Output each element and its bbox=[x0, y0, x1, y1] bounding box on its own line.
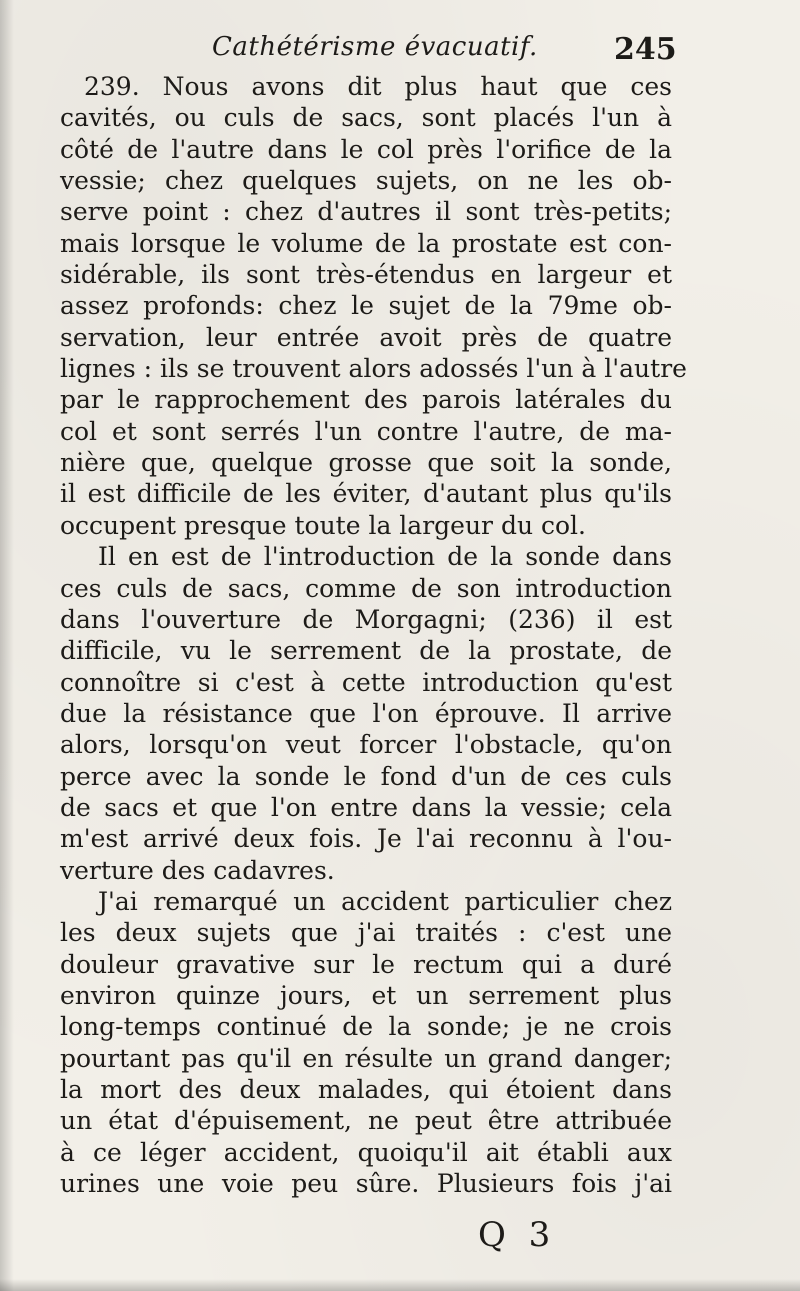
text-line: servation, leur entrée avoit près de quatre bbox=[60, 322, 672, 352]
text-line: cavités, ou culs de sacs, sont placés l'un à bbox=[60, 103, 672, 133]
text-line: m'est arrivé deux fois. Je l'ai reconnu à l'ou- bbox=[60, 824, 672, 854]
body-text bbox=[60, 71, 687, 1199]
text-line: J'ai remarqué un accident particulier chez bbox=[98, 886, 672, 916]
text-line: environ quinze jours, et un serrement plus bbox=[60, 980, 672, 1010]
text-line: connoître si c'est à cette introduction qu'est bbox=[60, 667, 672, 697]
text-line: difficile, vu le serrement de la prostate, de bbox=[60, 636, 672, 666]
text-line: Il en est de l'introduction de la sonde dans bbox=[98, 542, 672, 572]
text-line: vessie; chez quelques sujets, on ne les ob- bbox=[60, 166, 672, 196]
text-line: col et sont serrés l'un contre l'autre, de ma- bbox=[60, 416, 672, 446]
text-line: assez profonds: chez le sujet de la 79me ob- bbox=[60, 291, 672, 321]
text-line: il est difficile de les éviter, d'autant plus qu'ils bbox=[60, 479, 672, 509]
text-line: lignes : ils se trouvent alors adossés l'un à l'autre bbox=[60, 354, 687, 384]
page-number: 245 bbox=[614, 32, 677, 67]
page-header bbox=[0, 28, 800, 72]
text-line: sidérable, ils sont très-étendus en largeur et bbox=[60, 260, 672, 290]
page-shadow-left bbox=[0, 0, 14, 1291]
text-line: à ce léger accident, quoiqu'il ait établi aux bbox=[60, 1137, 672, 1167]
text-line: nière que, quelque grosse que soit la sonde, bbox=[60, 448, 672, 478]
text-line: par le rapprochement des parois latérales du bbox=[60, 385, 672, 415]
text-line: pourtant pas qu'il en résulte un grand danger; bbox=[60, 1043, 672, 1073]
text-line: la mort des deux malades, qui étoient dans bbox=[60, 1075, 672, 1104]
text-line: alors, lorsqu'on veut forcer l'obstacle, qu'on bbox=[60, 730, 672, 760]
text-line: un état d'épuisement, ne peut être attribuée bbox=[60, 1106, 672, 1136]
text-line: dans l'ouverture de Morgagni; (236) il est bbox=[60, 604, 672, 634]
page-shadow-bottom bbox=[0, 1279, 800, 1291]
text-line: côté de l'autre dans le col près l'orifice de la bbox=[60, 134, 672, 164]
text-line: mais lorsque le volume de la prostate est con- bbox=[60, 228, 672, 258]
text-line: 239. Nous avons dit plus haut que ces bbox=[84, 72, 672, 101]
text-line: occupent presque toute la largeur du col. bbox=[60, 510, 587, 540]
text-line: ces culs de sacs, comme de son introduction bbox=[60, 573, 672, 603]
text-line: urines une voie peu sûre. Plusieurs fois j'ai bbox=[60, 1169, 672, 1199]
text-line: les deux sujets que j'ai traités : c'est une bbox=[60, 918, 672, 948]
text-line: verture des cadavres. bbox=[60, 855, 335, 885]
signature-mark: Q 3 bbox=[478, 1215, 557, 1255]
text-line: douleur gravative sur le rectum qui a duré bbox=[60, 949, 672, 979]
text-line: long-temps continué de la sonde; je ne crois bbox=[60, 1012, 672, 1042]
text-line: de sacs et que l'on entre dans la vessie; cela bbox=[60, 792, 672, 822]
running-title: Cathétérisme évacuatif. bbox=[212, 32, 538, 62]
text-line: serve point : chez d'autres il sont très-petits; bbox=[60, 197, 672, 227]
text-line: perce avec la sonde le fond d'un de ces culs bbox=[60, 761, 672, 791]
text-line: due la résistance que l'on éprouve. Il arrive bbox=[60, 698, 672, 728]
